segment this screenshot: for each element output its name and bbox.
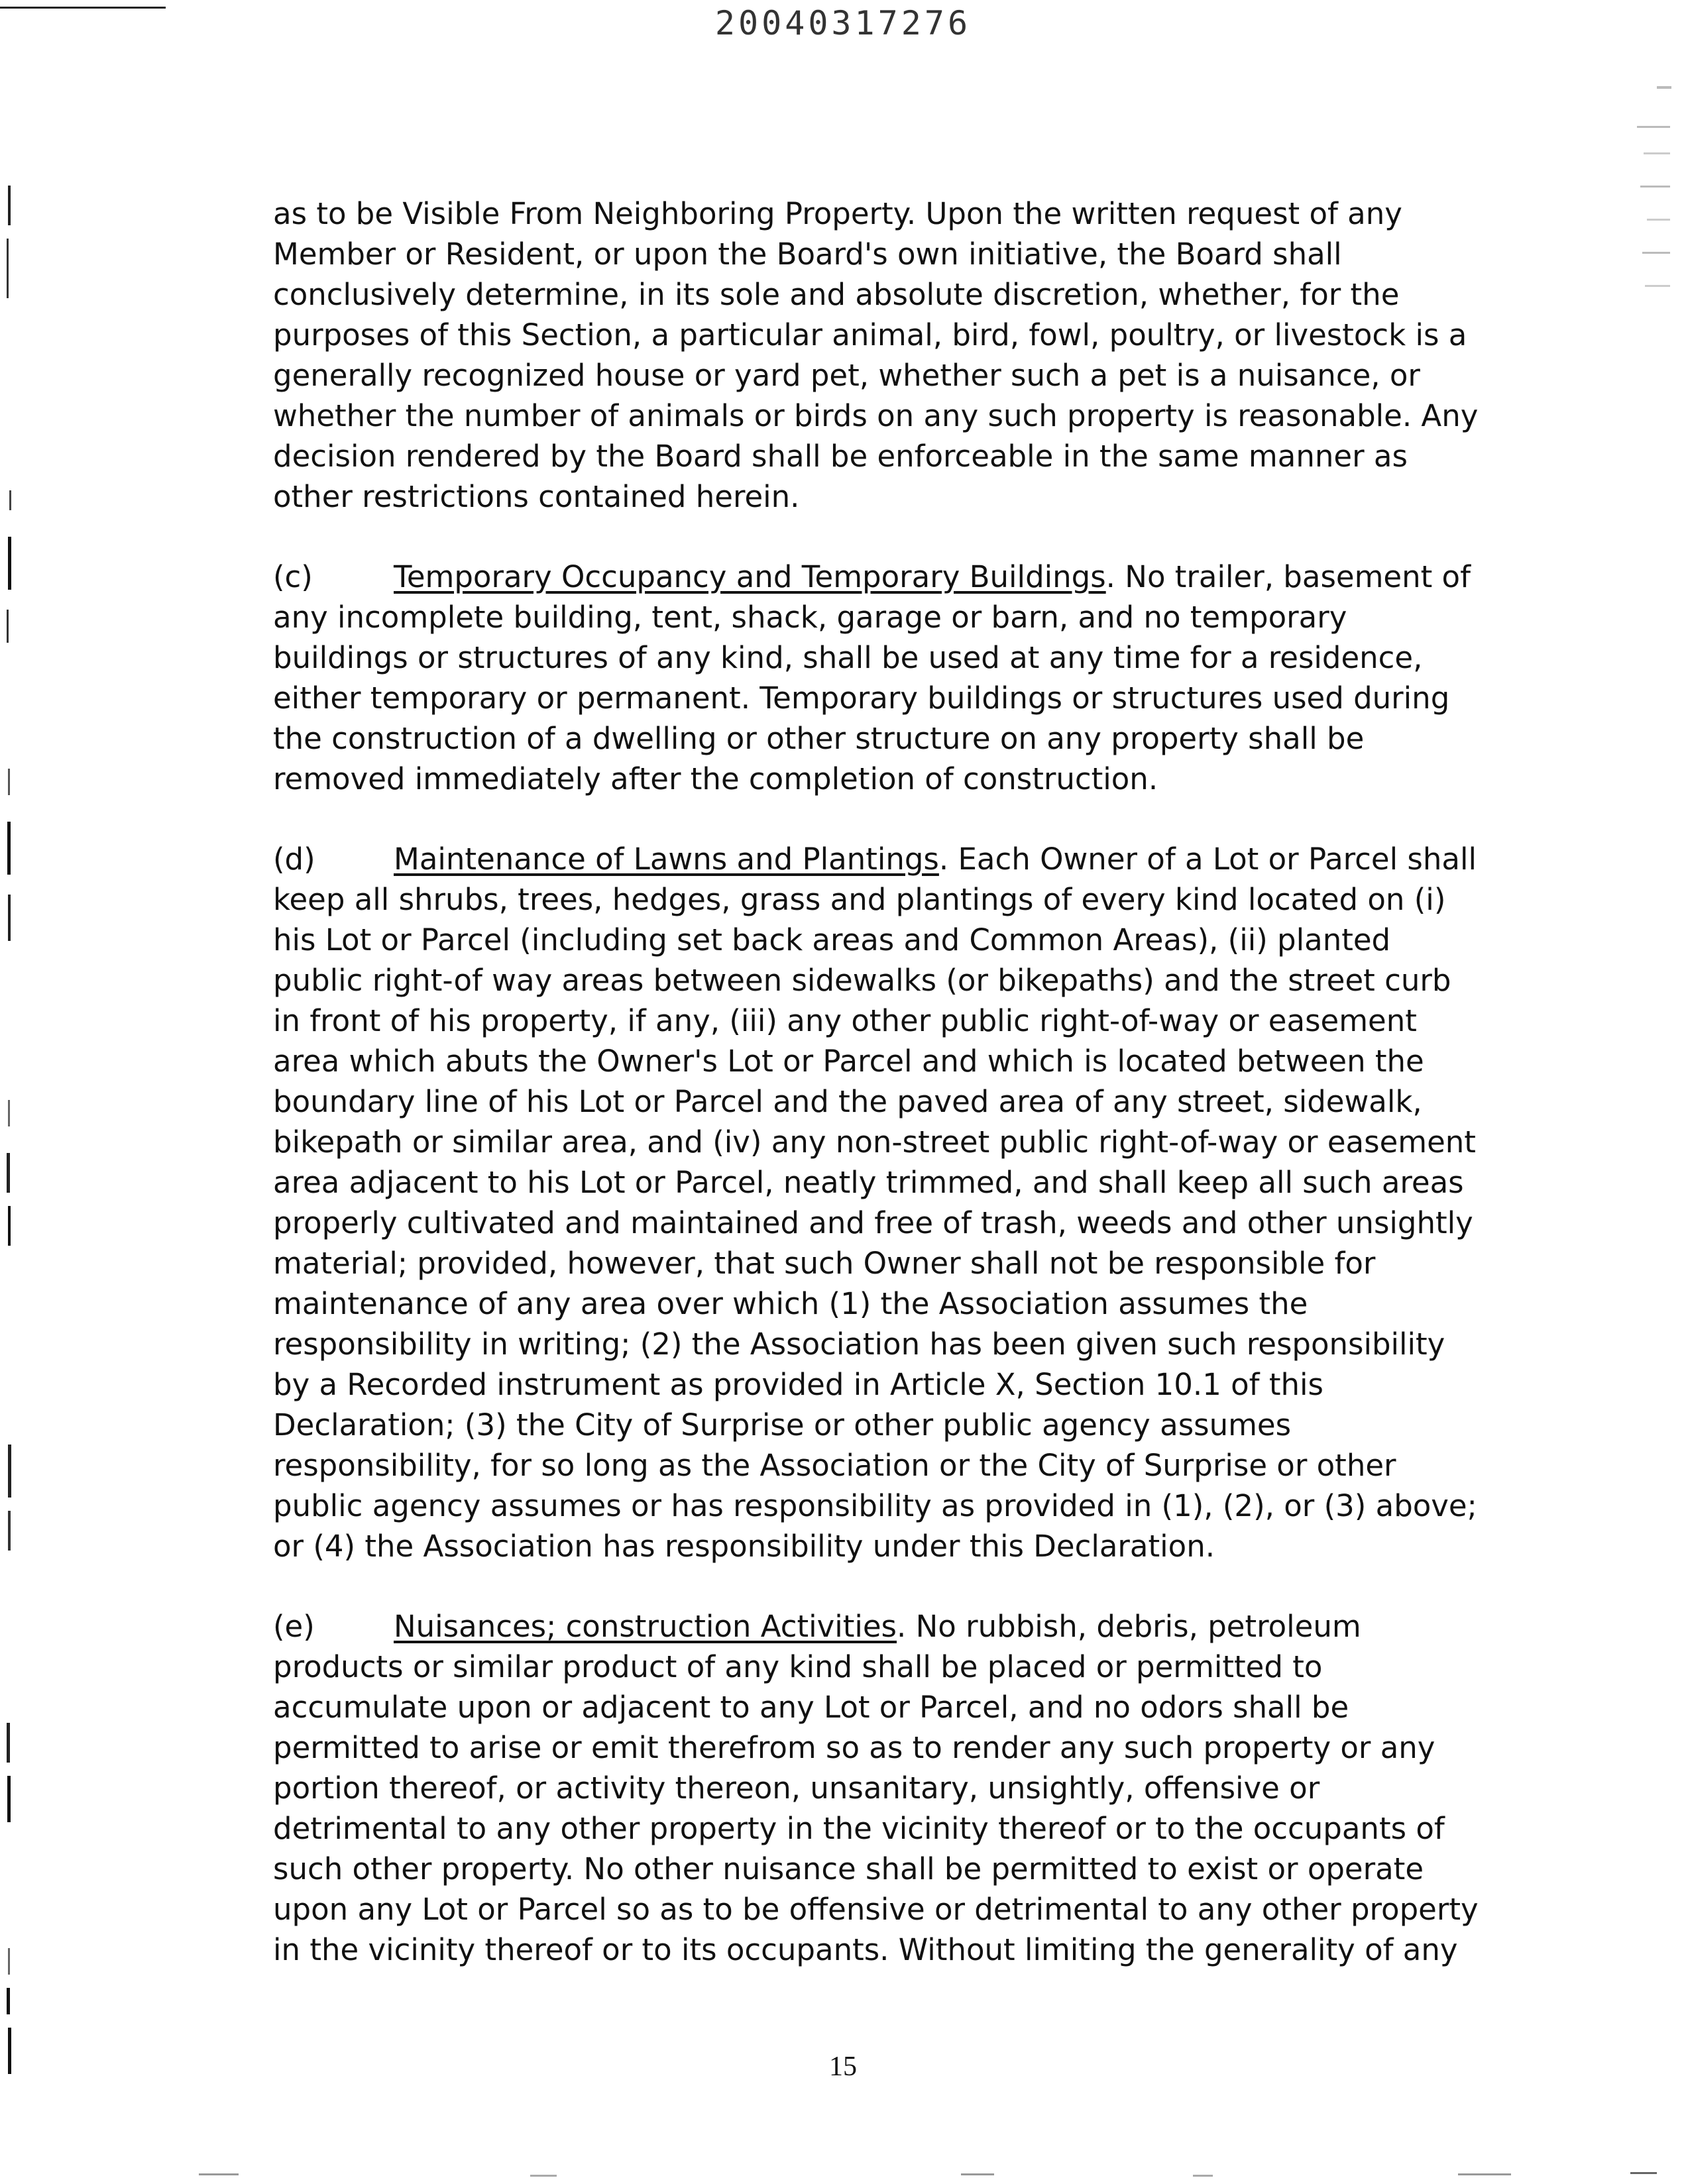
- paragraph-text: . No rubbish, debris, petroleum products or similar product of any kind shall be placed or permitted to accumulate upon or adjacent to any Lot or Parcel, and no odors shall be permitted to arise or emit therefrom so as to render any such property or any portion thereof, or activity thereon, unsanitary, unsightly, offensive or detrimental to any other property in the vicinity thereof or to the occupants of such other property. No other nuisance shall be permitted to exist or operate upon any Lot or Parcel so as to be offensive or detrimental to any other property in the vicinity thereof or to its occupants. Without limiting the generality of any: [273, 1609, 1479, 1967]
- scan-edge-artifacts-bottom: [199, 2167, 1683, 2180]
- paragraph-label: (c): [273, 559, 313, 594]
- paragraph-text: . Each Owner of a Lot or Parcel shall keep all shrubs, trees, hedges, grass and plantings of every kind located on (i) his Lot or Parcel (including set back areas and Common Areas), (ii) planted public right-of way areas between sidewalks (or bikepaths) and the street curb in front of his property, if any, (iii) any other public right-of-way or easement area which abuts the Owner's Lot or Parcel and which is located between the boundary line of his Lot or Parcel and the paved area of any street, sidewalk, bikepath or similar area, and (iv) any non-street public right-of-way or easement area adjacent to his Lot or Parcel, neatly trimmed, and shall keep all such areas properly cultivated and maintained and free of trash, weeds and other unsightly material; provided, however, that such Owner shall not be responsible for maintenance of any area over which (1) the Association assumes the responsibility in writing; (2) the Association has been given such responsibility by a Recorded instrument as provided in Article X, Section 10.1 of this Declaration; (3) the City of Surprise or other public agency assumes responsibility, for so long as the Association or the City of Surprise or other public agency assumes or has responsibility as provided in (1), (2), or (3) above; or (4) the Association has responsibility under this Declaration.: [273, 842, 1477, 1564]
- paragraph-text: . No trailer, basement of any incomplete building, tent, shack, garage or barn, and no temporary buildings or structures of any kind, shall be used at any time for a residence, either temporary or permanent. Temporary buildings or structures used during the construction of a dwelling or other structure on any property shall be removed immediately after the completion of construction.: [273, 559, 1471, 796]
- document-body: [273, 193, 1479, 2010]
- paragraph-c: [273, 557, 1479, 799]
- paragraph-heading: Maintenance of Lawns and Plantings: [394, 842, 939, 877]
- paragraph-continuation: [273, 193, 1479, 517]
- paragraph-d: [273, 839, 1479, 1566]
- paragraph-heading: Nuisances; construction Activities: [394, 1609, 897, 1644]
- page-number: 15: [829, 2051, 857, 2082]
- paragraph-heading: Temporary Occupancy and Temporary Buildings: [394, 559, 1106, 594]
- paragraph-label: (d): [273, 842, 315, 877]
- paragraph-label: (e): [273, 1609, 315, 1644]
- scan-edge-artifacts-left: [0, 80, 27, 2134]
- scan-edge-artifacts-right: [1610, 86, 1677, 305]
- paragraph-text: as to be Visible From Neighboring Property. Upon the written request of any Member or Resident, or upon the Board's own initiative, the Board shall conclusively determine, in its sole and absolute discretion, whether, for the purposes of this Section, a particular animal, bird, fowl, poultry, or livestock is a generally recognized house or yard pet, whether such a pet is a nuisance, or whether the number of animals or birds on any such property is reasonable. Any decision rendered by the Board shall be enforceable in the same manner as other restrictions contained herein.: [273, 196, 1479, 514]
- paragraph-e: [273, 1606, 1479, 1970]
- document-number: 20040317276: [714, 4, 972, 42]
